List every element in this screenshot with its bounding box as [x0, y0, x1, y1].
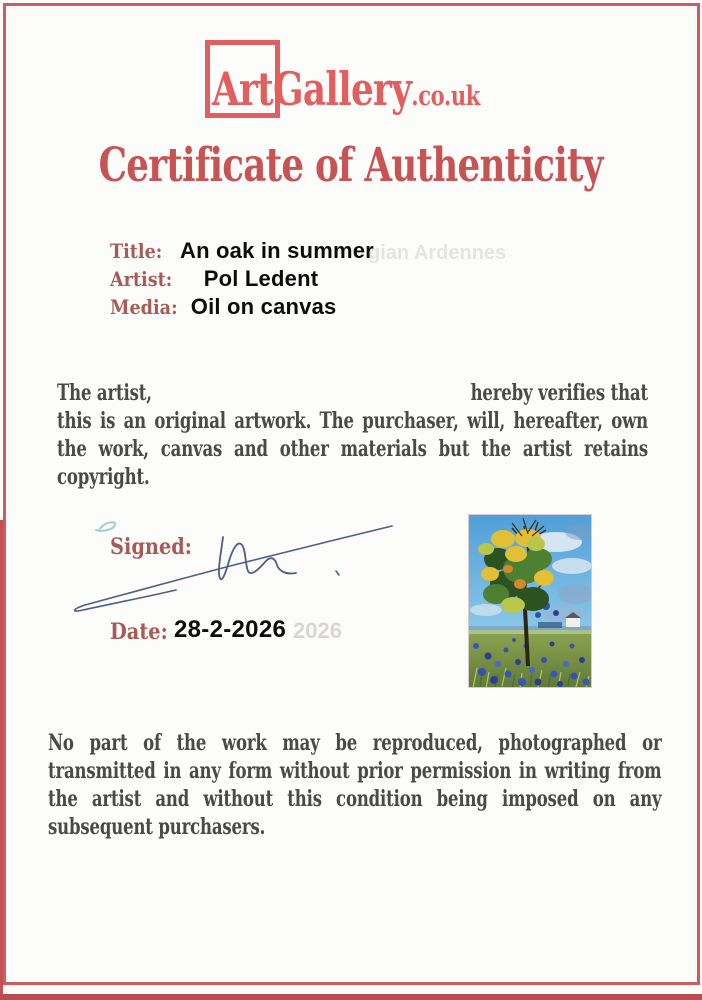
certificate-heading: [0, 138, 702, 193]
painting-field: [468, 634, 592, 688]
scan-edge-left: [0, 520, 3, 1000]
certificate-title: Certificate of Authenticity: [98, 138, 604, 193]
signature-curl: [96, 522, 115, 531]
signature-stroke-initials: [219, 537, 296, 579]
date-value: 28-2-2026: [174, 616, 287, 643]
painting-house: [566, 618, 580, 627]
signature-ink: [70, 512, 405, 617]
signature-stroke-main: [75, 526, 392, 611]
title-row: [110, 238, 374, 266]
artwork-details: [110, 238, 374, 322]
title-value: An oak in summer: [180, 238, 374, 263]
brand-logo: [212, 62, 480, 116]
date-label: Date:: [110, 619, 168, 645]
painting-treeline: [538, 622, 562, 628]
media-value: Oil on canvas: [190, 294, 337, 319]
artist-row: [110, 266, 374, 294]
media-label: Media:: [110, 295, 178, 319]
declaration-line1: [57, 379, 648, 407]
date-ghost-text: 2026: [293, 618, 342, 643]
scan-edge-bottom: [0, 994, 702, 1000]
copyright-notice: No part of the work may be reproduced, photographed or transmitted in any form without prior permission in writing from the artist and without this condition being imposed on any subsequent purchasers.: [48, 730, 662, 840]
media-row: [110, 294, 374, 322]
erased-ghost-text: gian Ardennes: [368, 242, 507, 264]
declaration-lead-right: hereby verifies that: [470, 380, 648, 406]
signature-dot: [336, 571, 339, 575]
declaration-body: this is an original artwork. The purchaser, will, hereafter, own the work, canvas and other materials but the artist retains copyright.: [57, 408, 648, 490]
cloud: [552, 558, 592, 574]
artist-value: Pol Ledent: [203, 266, 319, 291]
artist-label: Artist:: [110, 267, 173, 291]
brand-name: ArtGallery: [212, 62, 412, 116]
signed-label: Signed:: [110, 534, 192, 560]
declaration-paragraph: [57, 379, 648, 491]
title-label: Title:: [110, 239, 163, 263]
declaration-lead-left: The artist,: [57, 380, 152, 406]
artwork-thumbnail: [468, 514, 592, 688]
brand-suffix: .co.uk: [411, 81, 480, 112]
cloud: [470, 604, 502, 616]
